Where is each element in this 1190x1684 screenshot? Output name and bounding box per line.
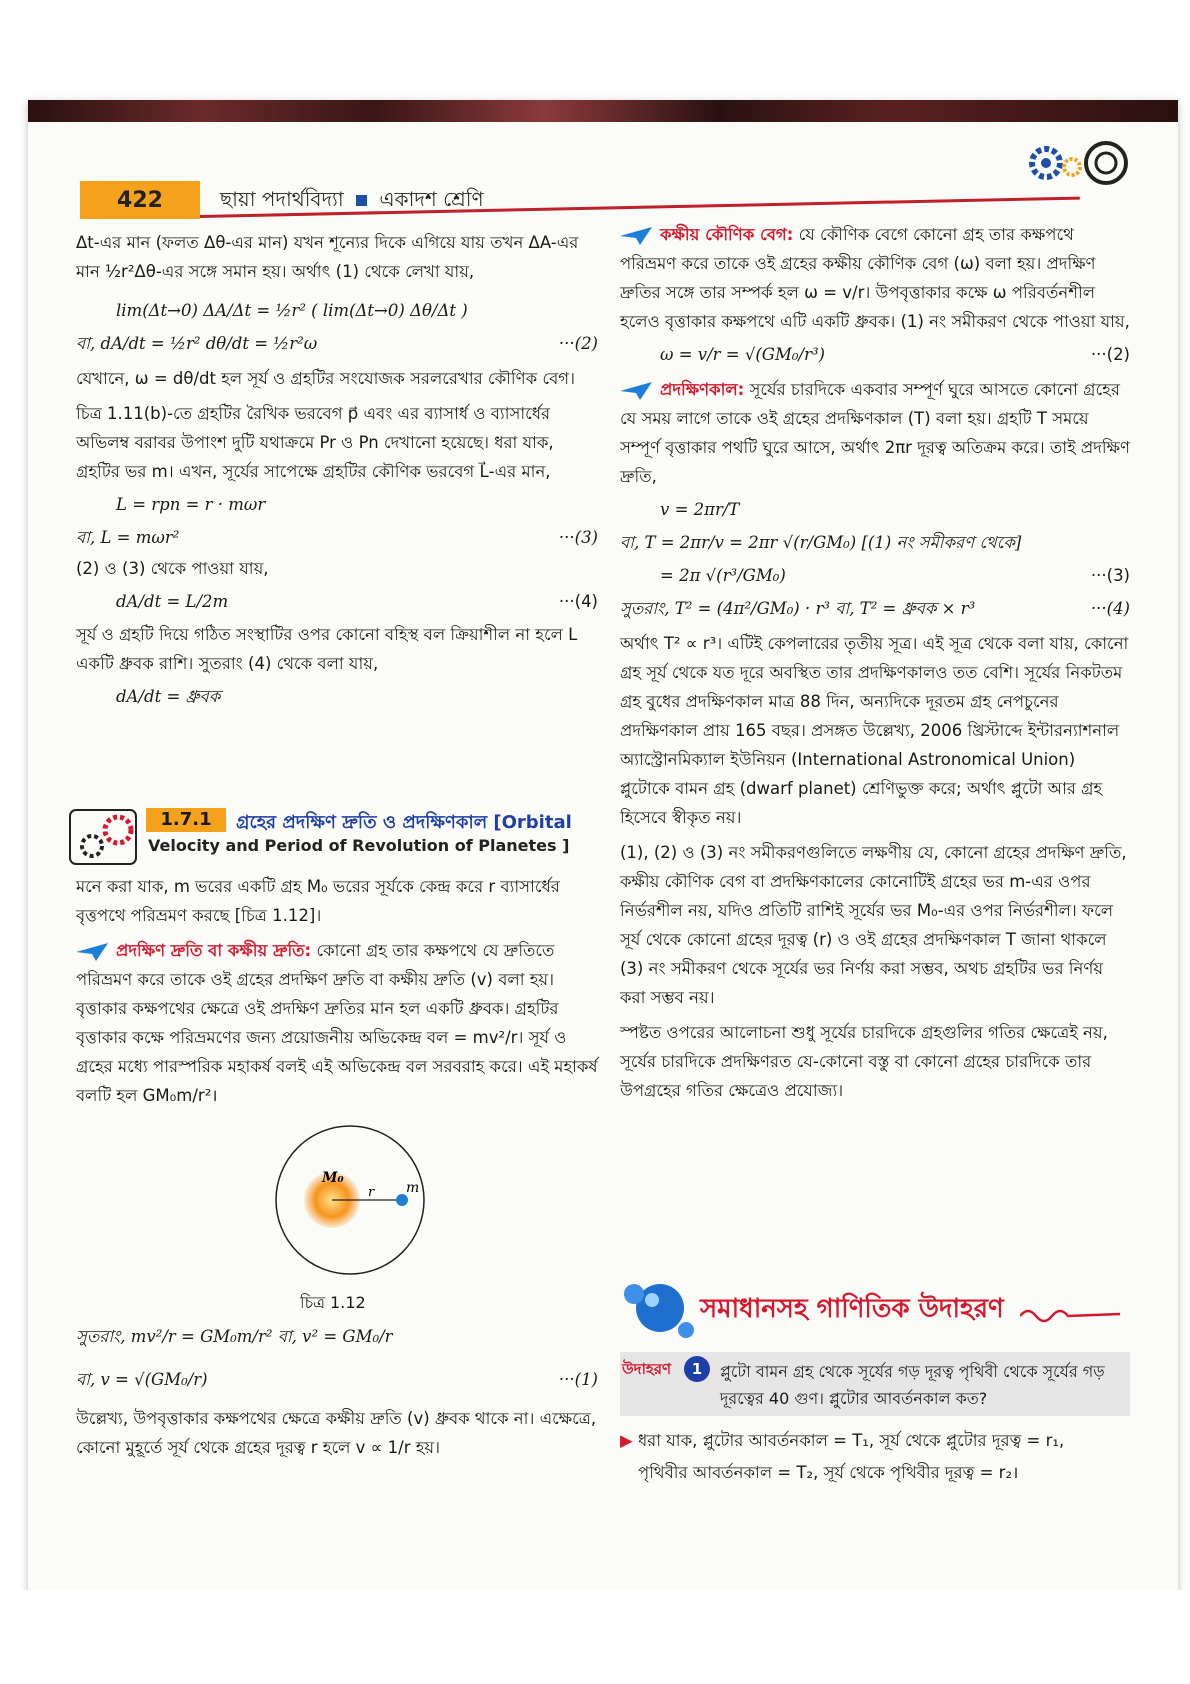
left-column-lower: [76, 872, 598, 1110]
equation-1: বা, v = √(GM₀/r) ···(1): [76, 1370, 598, 1389]
paragraph: (1), (2) ও (3) নং সমীকরণগুলিতে লক্ষণীয় যে, কোনো গ্রহের প্রদক্ষিণ দ্রুতি, কক্ষীয় কৌণিক বেগ বা প্রদক্ষিণকালের কোনোটিই গ্রহের ভর m-এর ওপর নির্ভরশীল নয়, যদিও প্রতিটি রাশিই সূর্যের ভর M₀-এর ওপর নির্ভরশীল। ফলে সূর্য থেকে কোনো গ্রহের দূরত্ব (r) ও ওই গ্রহের প্রদক্ষিণকাল T জানা থাকলে (3) নং সমীকরণ থেকে সূর্যের ভর নির্ণয় করা সম্ভব, অথচ গ্রহটির ভর নির্ণয় করা সম্ভব নয়।: [620, 843, 1127, 1007]
section-heading: [68, 808, 598, 868]
equation-4-right: সুতরাং, T² = (4π²/GM₀) · r³ বা, T² = ধ্রুবক × r³ ···(4): [620, 599, 1130, 618]
fig-label-M: M₀: [322, 1170, 344, 1186]
fig-label-m: m: [406, 1180, 420, 1196]
example-box: [620, 1352, 1130, 1416]
example-question: প্লুটো বামন গ্রহ থেকে সূর্যের গড় দূরত্ব পৃথিবী থেকে সূর্যের গড় দূরত্বের 40 গুণ। প্লুটোর আবর্তনকাল কত?: [720, 1362, 1105, 1408]
square-bullet-icon: [356, 195, 367, 206]
equation-angular-momentum: L = rpn = r · mωr: [116, 495, 266, 514]
left-column-bottom: [76, 1320, 598, 1462]
bubbles-icon: [620, 1272, 696, 1346]
photo-background-top: [0, 0, 1190, 100]
book-title: ছায়া পদার্থবিদ্যা: [220, 187, 344, 211]
paragraph: স্পষ্টত ওপরের আলোচনা শুধু সূর্যের চারদিকে গ্রহগুলির গতির ক্ষেত্রেই নয়, সূর্যের চারদিকে প্রদক্ষিণরত যে-কোনো বস্তু বা কোনো গ্রহের চারদিকে তার উপগ্রহের গতির ক্ষেত্রেও প্রযোজ্য।: [620, 1023, 1108, 1100]
left-column: [76, 228, 598, 715]
equation-centripetal: সুতরাং, mv²/r = GM₀m/r² বা, v² = GM₀/r: [76, 1327, 393, 1346]
example-number-badge: 1: [684, 1356, 710, 1382]
examples-banner: [620, 1270, 1130, 1350]
class-label: একাদশ শ্রেণি: [379, 187, 484, 211]
equation-2: বা, dA/dt = ½r² dθ/dt = ½r²ω ···(2): [76, 334, 598, 353]
equation-3: বা, L = mωr² ···(3): [76, 528, 598, 547]
paper-plane-icon: [620, 227, 652, 245]
banner-title: সমাধানসহ গাণিতিক উদাহরণ: [700, 1294, 1004, 1324]
example-label: উদাহরণ: [622, 1360, 672, 1378]
fig-label-r: r: [368, 1185, 375, 1200]
solution: [620, 1425, 1130, 1489]
equation-4: dA/dt = L/2m ···(4): [116, 592, 598, 611]
paragraph: মনে করা যাক, m ভরের একটি গ্রহ M₀ ভরের সূর্যকে কেন্দ্র করে r ব্যাসার্ধের বৃত্তপথে পরিভ্রমণ করছে [চিত্র 1.12]।: [76, 877, 560, 925]
solution-line: ▶ ধরা যাক, প্লুটোর আবর্তনকাল = T₁, সূর্য থেকে প্লুটোর দূরত্ব = r₁,: [620, 1431, 1065, 1450]
photo-background-bottom: [0, 1590, 1190, 1684]
equation-constant: dA/dt = ধ্রুবক: [116, 687, 221, 706]
page-number: 422: [80, 181, 200, 219]
definition-orbital-speed: প্রদক্ষিণ দ্রুতি বা কক্ষীয় দ্রুতি: কোনো গ্রহ তার কক্ষপথে যে দ্রুতিতে পরিভ্রমণ করে তাকে ওই গ্রহের প্রদক্ষিণ দ্রুতি বা কক্ষীয় দ্রুতি (v) বলা হয়। বৃত্তাকার কক্ষপথের ক্ষেত্রে ওই প্রদক্ষিণ দ্রুতির মান হল একটি ধ্রুবক। গ্রহটির বৃত্তাকার কক্ষে পরিভ্রমণের জন্য প্রয়োজনীয় অভিকেন্দ্র বল = mv²/r। সূর্য ও গ্রহের মধ্যে পারস্পরিক মহাকর্ষ বলই এই অভিকেন্দ্র বল সরবরাহ করে। এই মহাকর্ষ বলটি হল GM₀m/r²।: [76, 941, 598, 1105]
right-column: [620, 220, 1130, 1105]
paragraph: অর্থাৎ T² ∝ r³। এটিই কেপলারের তৃতীয় সূত্র। এই সূত্র থেকে বলা যায়, কোনো গ্রহ সূর্য থেকে যত দূরে অবস্থিত তার প্রদক্ষিণকালও তত বেশি। সূর্যের নিকটতম গ্রহ বুধের প্রদক্ষিণকাল মাত্র 88 দিন, অন্যদিকে দূরতম গ্রহ নেপচুনের প্রদক্ষিণকাল প্রায় 165 বছর। প্রসঙ্গত উল্লেখ্য, 2006 খ্রিস্টাব্দে ইন্টারন্যাশনাল অ্যাস্ট্রোনমিক্যাল ইউনিয়ন (International Astronomical Union) প্লুটোকে বামন গ্রহ (dwarf planet) শ্রেণিভুক্ত করে; অর্থাৎ প্লুটো আর গ্রহ হিসেবে স্বীকৃত নয়।: [620, 634, 1129, 827]
equation-3-right: = 2π √(r³/GM₀) ···(3): [660, 566, 1130, 585]
paragraph: উল্লেখ্য, উপবৃত্তাকার কক্ষপথের ক্ষেত্রে কক্ষীয় দ্রুতি (v) ধ্রুবক থাকে না। এক্ষেত্রে, কোনো মুহূর্তে সূর্য থেকে গ্রহের দূরত্ব r হলে v ∝ 1/r হয়।: [76, 1409, 597, 1457]
definition-period: প্রদক্ষিণকাল: সূর্যের চারদিকে একবার সম্পূর্ণ ঘুরে আসতে কোনো গ্রহের যে সময় লাগে তাকে ওই গ্রহের প্রদক্ষিণকাল (T) বলা হয়। গ্রহটি T সময়ে সম্পূর্ণ বৃত্তাকার পথটি ঘুরে আসে, অর্থাৎ 2πr দূরত্ব অতিক্রম করে। তাই প্রদক্ষিণ দ্রুতি,: [620, 380, 1130, 486]
paragraph: যেখানে, ω = dθ/dt হল সূর্য ও গ্রহটির সংযোজক সরলরেখার কৌণিক বেগ।: [76, 369, 575, 388]
equation-period: বা, T = 2πr/v = 2πr √(r/GM₀) [(1) নং সমীকরণ থেকে]: [620, 533, 1022, 552]
section-number: 1.7.1: [146, 808, 226, 832]
figure-caption: চিত্র 1.12: [300, 1293, 366, 1312]
section-title: গ্রহের প্রদক্ষিণ দ্রুতি ও প্রদক্ষিণকাল [Orbital: [236, 812, 572, 833]
play-arrow-icon: ▶: [620, 1431, 638, 1450]
equation-speed: v = 2πr/T: [660, 500, 740, 519]
page-header: [80, 175, 1140, 223]
paper-plane-icon: [76, 943, 108, 961]
orbit-figure: [250, 1112, 450, 1292]
solution-line: পৃথিবীর আবর্তনকাল = T₂, সূর্য থেকে পৃথিবীর দূরত্ব = r₂।: [638, 1463, 1019, 1482]
gear-head-icon: [1010, 133, 1130, 193]
paragraph: Δt-এর মান (ফলত Δθ-এর মান) যখন শূন্যের দিকে এগিয়ে যায় তখন ΔA-এর মান ½r²Δθ-এর সঙ্গে সমান হয়। অর্থাৎ (1) থেকে লেখা যায়,: [76, 233, 579, 281]
paragraph: সূর্য ও গ্রহটি দিয়ে গঠিত সংস্থাটির ওপর কোনো বহিস্থ বল ক্রিয়াশীল না হলে L একটি ধ্রুবক রাশি। সুতরাং (4) থেকে বলা যায়,: [76, 625, 578, 673]
definition-angular-velocity: কক্ষীয় কৌণিক বেগ: যে কৌণিক বেগে কোনো গ্রহ তার কক্ষপথে পরিভ্রমণ করে তাকে ওই গ্রহের কক্ষীয় কৌণিক বেগ (ω) বলা হয়। প্রদক্ষিণ দ্রুতির সঙ্গে তার সম্পর্ক হল ω = v/r। উপবৃত্তাকার কক্ষে ω পরিবর্তনশীল হলেও বৃত্তাকার কক্ষপথে এটি একটি ধ্রুবক। (1) নং সমীকরণ থেকে পাওয়া যায়,: [620, 225, 1130, 331]
equation-omega: ω = v/r = √(GM₀/r³) ···(2): [660, 345, 1130, 364]
paper-plane-icon: [620, 382, 652, 400]
page-top-edge: [28, 100, 1178, 122]
gear-icon: [68, 808, 138, 866]
section-subtitle: Velocity and Period of Revolution of Planetes ]: [148, 836, 570, 855]
paragraph: (2) ও (3) থেকে পাওয়া যায়,: [76, 559, 269, 578]
equation-limit: lim(Δt→0) ΔA/Δt = ½r² ( lim(Δt→0) Δθ/Δt ): [116, 301, 468, 320]
squiggle-decoration: [1020, 1304, 1120, 1324]
paragraph: চিত্র 1.11(b)-তে গ্রহটির রৈখিক ভরবেগ p⃗ এবং এর ব্যাসার্ধ ও ব্যাসার্ধের অভিলম্ব বরাবর উপাংশ দুটি যথাক্রমে Pr ও Pn দেখানো হয়েছে। ধরা যাক, গ্রহটির ভর m। এখন, সূর্যের সাপেক্ষে গ্রহটির কৌণিক ভরবেগ L⃗-এর মান,: [76, 404, 554, 481]
